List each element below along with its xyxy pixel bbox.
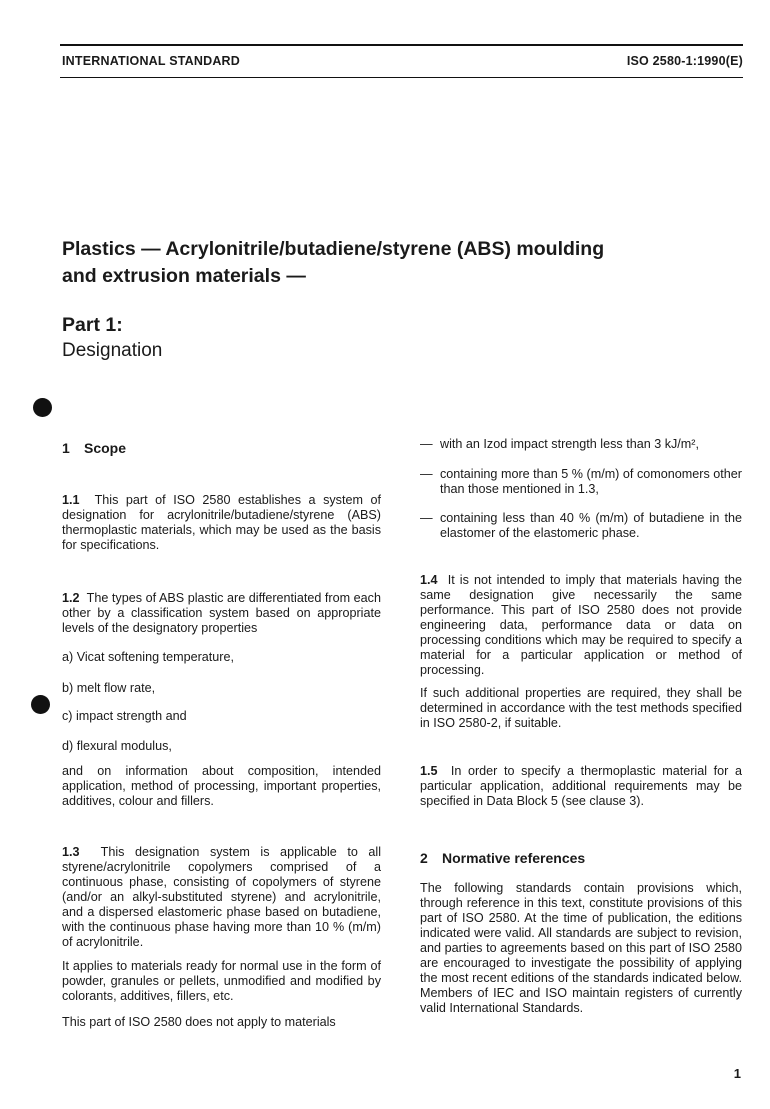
header-rule-top <box>60 44 743 46</box>
paragraph-1-3-exclusions: This part of ISO 2580 does not apply to materials <box>62 1015 336 1029</box>
paragraph-1-4: 1.4 It is not intended to imply that materials having the same designation give necessarily the same performance. This part of ISO 2580 does not provide engineering data, performance data or data on processing conditions which may be required to specify a material for a particular application or method of processing. <box>420 573 743 677</box>
exclusion-item: — with an Izod impact strength less than 3 kJ/m², <box>420 437 699 451</box>
paragraph-1-2-continuation: and on information about composition, intended application, method of processing, important properties, additives, colour and fillers. <box>62 764 381 808</box>
page-number: 1 <box>733 1066 741 1081</box>
punch-hole-icon <box>31 695 50 714</box>
list-item: c) impact strength and <box>62 709 187 723</box>
list-item: a) Vicat softening temperature, <box>62 650 234 664</box>
paragraph-1-5: 1.5 In order to specify a thermoplastic material for a particular application, additional requirements may be specified in Data Block 5 (see clause 3). <box>420 764 743 808</box>
title-line-2: and extrusion materials — <box>62 265 306 287</box>
header-rule-bottom <box>60 77 743 78</box>
exclusion-item: — containing less than 40 % (m/m) of butadiene in the elastomer of the elastomeric phase. <box>420 511 742 540</box>
paragraph-1-2: 1.2 The types of ABS plastic are differentiated from each other by a classification system based on appropriate levels of the designatory properties <box>62 591 381 635</box>
list-item: b) melt flow rate, <box>62 681 156 695</box>
list-item: d) flexural modulus, <box>62 739 172 753</box>
paragraph-1-3-applies: It applies to materials ready for normal use in the form of powder, granules or pellets, unmodified and modified by colorants, additives, fillers, etc. <box>62 959 381 1003</box>
paragraph-1-3: 1.3 This designation system is applicable to all styrene/acrylonitrile copolymers comprised of a continuous phase, consisting of copolymers of styrene (and/or an alkyl-substituted styrene) and acrylonitrile, and a dispersed elastomeric phase based on butadiene, with the continuous phase having more than 10 % (m/m) of acrylonitrile. <box>62 845 381 949</box>
paragraph-1-1: 1.1 This part of ISO 2580 establishes a system of designation for acrylonitrile/butadiene/styrene (ABS) thermoplastic materials, which may be used as the basis for specifications. <box>62 493 381 552</box>
exclusion-item: — containing more than 5 % (m/m) of comonomers other than those mentioned in 1.3, <box>420 467 742 496</box>
title-line-1: Plastics — Acrylonitrile/butadiene/styrene (ABS) moulding <box>62 238 605 260</box>
header-standard-number: ISO 2580-1:1990(E) <box>626 54 743 68</box>
paragraph-1-4-continuation: If such additional properties are required, they shall be determined in accordance with the test methods specified in ISO 2580-2, if suitable. <box>420 686 742 730</box>
header-standard-label: INTERNATIONAL STANDARD <box>62 54 241 68</box>
punch-hole-icon <box>33 398 52 417</box>
part-label: Part 1: <box>62 314 123 336</box>
document-title <box>62 236 702 290</box>
section-heading-scope: 1 Scope <box>62 440 127 456</box>
section-heading-normative-references: 2 Normative references <box>420 850 586 866</box>
part-subtitle: Designation <box>62 340 163 361</box>
paragraph-2: The following standards contain provisions which, through reference in this text, constitute provisions of this part of ISO 2580. At the time of publication, the editions indicated were valid. All standards are subject to revision, and parties to agreements based on this part of ISO 2580 are encouraged to investigate the possibility of applying the most recent editions of the standards indicated below. Members of IEC and ISO maintain registers of currently valid International Standards. <box>420 881 742 1015</box>
